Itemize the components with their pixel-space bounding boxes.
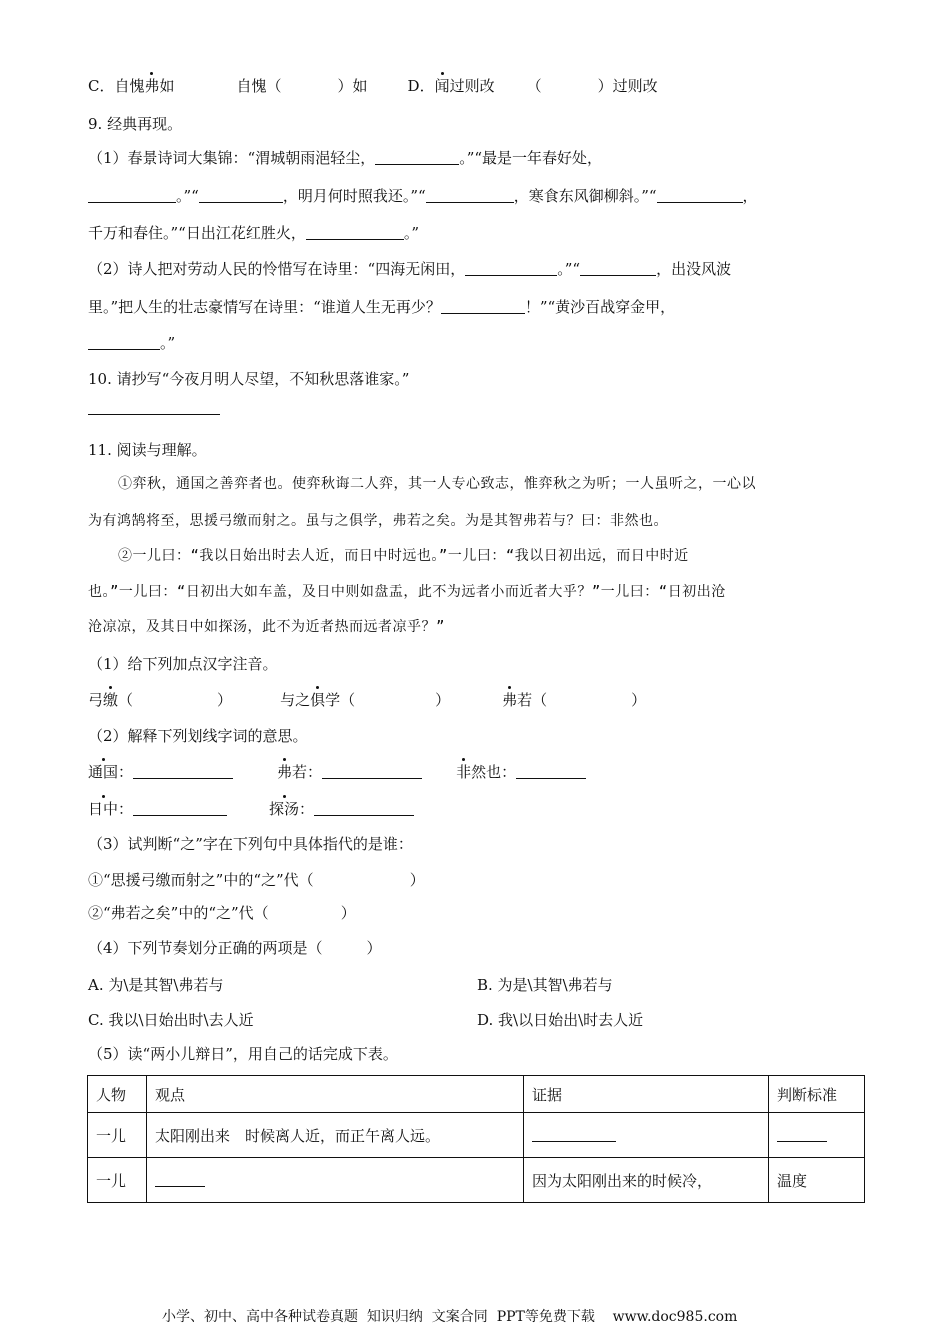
fill-blank[interactable] <box>133 764 233 779</box>
fill-blank[interactable] <box>88 335 160 350</box>
table-header: 判断标准 <box>769 1076 865 1113</box>
option-d[interactable]: D. 我\以日始出\时去人近 <box>477 1011 644 1029</box>
table-cell: 温度 <box>769 1158 865 1203</box>
fill-blank[interactable] <box>465 261 557 276</box>
q9-line6: 。” <box>88 333 175 353</box>
fill-blank[interactable] <box>133 801 227 816</box>
table-cell-answer[interactable] <box>147 1158 524 1203</box>
passage-2-line1: ②一儿曰：“我以日始出时去人近，而日中时远也。”一儿曰：“我以日初出远，而日中时近 <box>118 548 689 564</box>
dotted-word: 探汤 <box>269 800 300 818</box>
table-header-row <box>88 1076 865 1113</box>
dotted-word: 弗 <box>277 763 293 781</box>
table-cell: 因为太阳刚出来的时候冷， <box>524 1158 769 1203</box>
dotted-char: 缴 <box>103 691 119 709</box>
dotted-char: 俱 <box>310 691 326 709</box>
q11-sub3: （3）试判断“之”字在下列句中具体指代的是谁： <box>88 835 413 853</box>
q10-answer-line[interactable] <box>88 398 220 418</box>
table-header: 人物 <box>88 1076 147 1113</box>
fill-blank[interactable] <box>375 150 459 165</box>
passage-1-line2: 为有鸿鹄将至，思援弓缴而射之。虽与之俱学，弗若之矣。为是其智弗若与？曰：非然也。 <box>88 513 668 529</box>
fill-blank[interactable] <box>580 261 656 276</box>
passage-2-line2: 也。”一儿曰：“日初出大如车盖，及日中则如盘盂，此不为远者小而近者大乎？”一儿曰：“日初出沧 <box>88 584 726 600</box>
q9-line4: （2）诗人把对劳动人民的怜惜写在诗里：“四海无闲田， 。”“ ，出没风波 <box>88 260 732 278</box>
table-cell-answer[interactable] <box>524 1113 769 1158</box>
q11-sub1: （1）给下列加点汉字注音。 <box>88 655 278 673</box>
fill-blank[interactable] <box>199 188 283 203</box>
q9-line3: 千万和春住。”“日出江花红胜火， 。” <box>88 224 420 242</box>
q8-c-label: C．自愧 <box>88 77 145 95</box>
q8-d-dotted-char: 闻 <box>434 77 450 95</box>
option-a[interactable]: A. 为\是其智\弗若与 <box>88 976 224 994</box>
table-row <box>88 1158 865 1203</box>
passage-2-line3: 沧凉凉，及其日中如探汤，此不为近者热而远者凉乎？” <box>88 619 445 635</box>
q11-sub4: （4）下列节奏划分正确的两项是（ ） <box>88 939 382 957</box>
dotted-word: 非 <box>456 763 472 781</box>
q9-line5: 里。”把人生的壮志豪情写在诗里：“谁道人生无再少？ ！”“黄沙百战穿金甲， <box>88 298 676 316</box>
fill-blank[interactable] <box>426 188 514 203</box>
debate-table <box>87 1075 865 1203</box>
dotted-char: 弗 <box>502 691 518 709</box>
q11-sub2: （2）解释下列划线字词的意思。 <box>88 727 308 745</box>
table-cell: 一儿 <box>88 1113 147 1158</box>
q11-sub2-row2: 日中： 探汤： <box>88 799 414 819</box>
table-row <box>88 1113 865 1158</box>
dotted-word: 日中 <box>88 800 119 818</box>
q10-title: 10. 请抄写“今夜月明人尽望，不知秋思落谁家。” <box>88 370 410 388</box>
passage-1-line1: ①弈秋，通国之善弈者也。使弈秋诲二人弈，其一人专心致志，惟弈秋之为听；一人虽听之，一心以 <box>118 476 756 492</box>
fill-blank[interactable] <box>657 188 743 203</box>
table-header: 证据 <box>524 1076 769 1113</box>
q11-sub3-a: ①“思援弓缴而射之”中的“之”代（ ） <box>88 871 425 889</box>
fill-blank[interactable] <box>516 764 586 779</box>
fill-blank[interactable] <box>322 764 422 779</box>
option-c[interactable]: C. 我以\日始出时\去人近 <box>88 1011 254 1029</box>
q11-sub2-row1: 通国： 弗若： 非然也： <box>88 762 586 782</box>
fill-blank[interactable] <box>88 188 176 203</box>
q11-title: 11. 阅读与理解。 <box>88 441 207 459</box>
q9-line1: （1）春景诗词大集锦：“渭城朝雨浥轻尘， 。”“最是一年春好处， <box>88 149 603 167</box>
option-b[interactable]: B. 为是\其智\弗若与 <box>477 976 613 994</box>
table-cell: 一儿 <box>88 1158 147 1203</box>
q9-title: 9. 经典再现。 <box>88 115 183 133</box>
q8-options: C．自愧弗如 自愧（ ）如 D．闻过则改 （ ）过则改 <box>88 77 658 95</box>
q11-sub1-items: 弓缴（ ） 与之俱学（ ） 弗若（ ） <box>88 691 647 709</box>
q9-line2: 。”“ ，明月何时照我还。”“ ，寒食东风御柳斜。”“ ， <box>88 186 758 206</box>
fill-blank[interactable] <box>314 801 414 816</box>
dotted-word: 通国 <box>88 763 119 781</box>
table-cell-answer[interactable] <box>769 1113 865 1158</box>
fill-blank[interactable] <box>306 225 404 240</box>
table-header: 观点 <box>147 1076 524 1113</box>
q8-c-dotted-char: 弗 <box>144 77 160 95</box>
table-cell: 太阳刚出来 时候离人近，而正午离人远。 <box>147 1113 524 1158</box>
q11-sub3-b: ②“弗若之矣”中的“之”代（ ） <box>88 904 356 922</box>
fill-blank[interactable] <box>441 299 525 314</box>
q11-sub5: （5）读“两小儿辩日”，用自己的话完成下表。 <box>88 1045 398 1063</box>
footer-text: 小学、初中、高中各种试卷真题 知识归纳 文案合同 PPT等免费下载 www.doc985.com <box>162 1309 738 1325</box>
